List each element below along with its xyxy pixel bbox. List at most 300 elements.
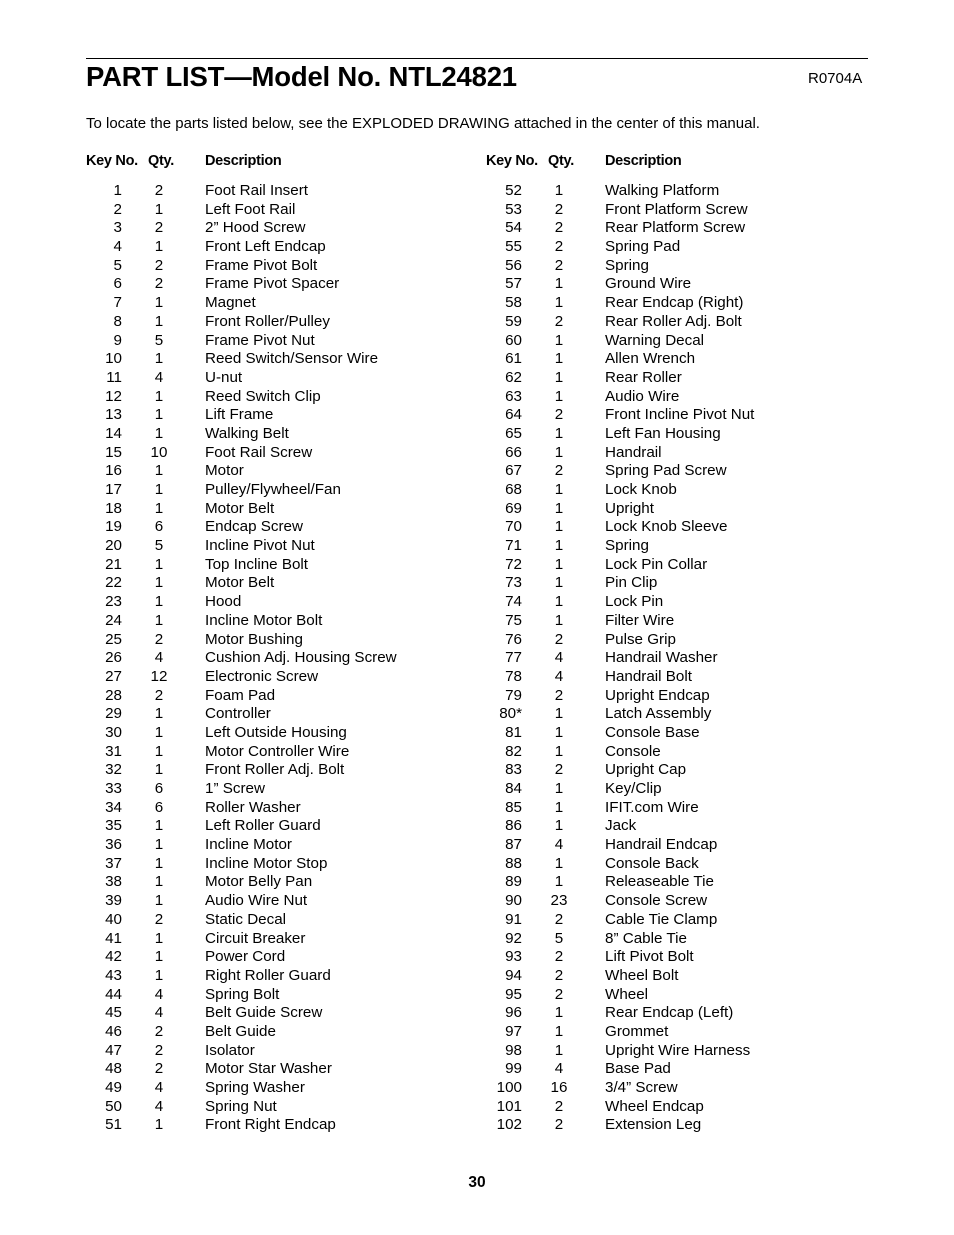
key-no-cell: 67 xyxy=(505,462,522,480)
key-no-cell: 95 xyxy=(505,985,522,1003)
table-row xyxy=(86,593,486,612)
qty-cell: 1 xyxy=(154,836,164,854)
table-row xyxy=(486,219,886,238)
description-cell: Top Incline Bolt xyxy=(205,555,308,573)
key-no-cell: 2 xyxy=(113,200,122,218)
description-cell: Belt Guide xyxy=(205,1022,276,1040)
description-cell: Spring Pad xyxy=(605,238,681,256)
key-no-cell: 94 xyxy=(505,966,522,984)
qty-cell: 1 xyxy=(154,611,164,629)
key-no-cell: 42 xyxy=(105,948,122,966)
description-cell: Walking Belt xyxy=(205,424,289,442)
key-no-cell: 50 xyxy=(105,1097,122,1115)
key-no-cell: 101 xyxy=(496,1097,522,1115)
table-row xyxy=(86,780,486,799)
qty-cell: 1 xyxy=(554,817,564,835)
qty-cell: 2 xyxy=(554,256,564,274)
description-cell: Latch Assembly xyxy=(605,705,712,723)
qty-cell: 2 xyxy=(554,630,564,648)
qty-cell: 1 xyxy=(554,723,564,741)
description-cell: Lift Frame xyxy=(205,406,274,424)
table-row xyxy=(486,649,886,668)
table-row xyxy=(86,350,486,369)
qty-cell: 2 xyxy=(554,200,564,218)
description-cell: Rear Endcap (Right) xyxy=(605,294,744,312)
description-cell: Motor Controller Wire xyxy=(205,742,350,760)
table-row xyxy=(486,873,886,892)
description-header: Description xyxy=(605,153,682,169)
qty-cell: 6 xyxy=(154,798,164,816)
key-no-cell: 53 xyxy=(505,200,522,218)
description-cell: Spring Washer xyxy=(205,1079,305,1096)
qty-cell: 2 xyxy=(154,256,164,274)
key-no-cell: 55 xyxy=(505,238,522,256)
key-no-cell: 64 xyxy=(505,406,522,424)
qty-cell: 1 xyxy=(554,518,564,536)
table-row xyxy=(486,518,886,537)
description-cell: Pin Clip xyxy=(605,574,658,592)
description-cell: Handrail Endcap xyxy=(605,836,718,854)
qty-cell: 1 xyxy=(154,499,164,517)
table-row xyxy=(86,332,486,351)
description-cell: Foot Rail Insert xyxy=(205,182,308,199)
description-cell: 2” Hood Screw xyxy=(205,219,306,237)
description-cell: Power Cord xyxy=(205,948,286,966)
table-row xyxy=(486,275,886,294)
table-row xyxy=(486,668,886,687)
qty-cell: 5 xyxy=(154,537,164,555)
table-row xyxy=(486,761,886,780)
key-no-cell: 76 xyxy=(505,630,522,648)
qty-cell: 1 xyxy=(554,1022,564,1040)
key-no-cell: 24 xyxy=(105,611,122,629)
key-no-cell: 12 xyxy=(105,387,122,405)
table-row xyxy=(486,967,886,986)
table-row xyxy=(486,238,886,257)
key-no-cell: 10 xyxy=(105,350,122,368)
table-row xyxy=(486,612,886,631)
key-no-cell: 13 xyxy=(105,406,122,424)
description-cell: 8” Cable Tie xyxy=(605,929,687,947)
key-no-cell: 57 xyxy=(505,275,522,293)
key-no-cell: 62 xyxy=(505,368,522,386)
description-cell: Audio Wire Nut xyxy=(205,892,308,910)
description-cell: Motor xyxy=(205,462,244,480)
qty-cell: 2 xyxy=(554,686,564,704)
table-row xyxy=(486,986,886,1005)
table-row xyxy=(486,1098,886,1117)
description-cell: Console Back xyxy=(605,854,699,872)
qty-cell: 2 xyxy=(554,948,564,966)
table-row xyxy=(86,518,486,537)
table-row xyxy=(86,855,486,874)
qty-cell: 1 xyxy=(154,200,164,218)
description-cell: Upright xyxy=(605,499,654,517)
qty-cell: 2 xyxy=(554,406,564,424)
description-cell: 1” Screw xyxy=(205,780,265,797)
table-row xyxy=(486,1060,886,1079)
qty-cell: 6 xyxy=(154,780,164,797)
description-cell: U-nut xyxy=(205,368,243,386)
qty-cell: 1 xyxy=(554,182,564,199)
key-no-cell: 69 xyxy=(505,499,522,517)
qty-cell: 1 xyxy=(154,761,164,779)
description-cell: Circuit Breaker xyxy=(205,929,306,947)
key-no-cell: 23 xyxy=(105,593,122,611)
description-cell: Rear Endcap (Left) xyxy=(605,1004,734,1022)
table-row xyxy=(86,500,486,519)
qty-cell: 2 xyxy=(154,1022,164,1040)
description-cell: Belt Guide Screw xyxy=(205,1004,323,1022)
key-no-cell: 31 xyxy=(105,742,122,760)
qty-cell: 2 xyxy=(554,910,564,928)
qty-cell: 4 xyxy=(554,1060,564,1078)
description-cell: Front Platform Screw xyxy=(605,200,748,218)
table-row xyxy=(86,537,486,556)
qty-cell: 2 xyxy=(554,966,564,984)
intro-text: To locate the parts listed below, see the EXPLODED DRAWING attached in the center of this manual. xyxy=(86,115,760,132)
key-no-cell: 5 xyxy=(113,256,122,274)
qty-cell: 16 xyxy=(550,1079,568,1096)
qty-cell: 1 xyxy=(154,854,164,872)
description-cell: Controller xyxy=(205,705,271,723)
table-row xyxy=(86,369,486,388)
description-cell: Wheel Endcap xyxy=(605,1097,704,1115)
table-row xyxy=(486,182,886,201)
description-cell: Lock Knob Sleeve xyxy=(605,518,728,536)
table-row xyxy=(486,930,886,949)
table-row xyxy=(486,948,886,967)
qty-cell: 1 xyxy=(154,723,164,741)
key-no-cell: 91 xyxy=(505,910,522,928)
table-row xyxy=(86,930,486,949)
table-row xyxy=(486,406,886,425)
key-no-cell: 38 xyxy=(105,873,122,891)
qty-cell: 2 xyxy=(154,1041,164,1059)
table-row xyxy=(486,332,886,351)
key-no-cell: 20 xyxy=(105,537,122,555)
table-row xyxy=(486,593,886,612)
description-cell: Reed Switch Clip xyxy=(205,387,321,405)
qty-cell: 1 xyxy=(554,499,564,517)
key-no-cell: 61 xyxy=(505,350,522,368)
table-row xyxy=(86,388,486,407)
description-cell: Magnet xyxy=(205,294,256,312)
table-row xyxy=(86,892,486,911)
key-no-cell: 90 xyxy=(505,892,522,910)
key-no-cell: 70 xyxy=(505,518,522,536)
qty-cell: 1 xyxy=(154,817,164,835)
page-title: PART LIST—Model No. NTL24821 xyxy=(86,61,517,92)
key-no-cell: 80* xyxy=(499,705,522,723)
description-cell: Walking Platform xyxy=(605,182,720,199)
key-no-cell: 3 xyxy=(113,219,122,237)
key-no-cell: 45 xyxy=(105,1004,122,1022)
key-no-cell: 56 xyxy=(505,256,522,274)
key-no-cell: 92 xyxy=(505,929,522,947)
key-no-cell: 85 xyxy=(505,798,522,816)
qty-cell: 1 xyxy=(554,387,564,405)
qty-cell: 4 xyxy=(554,836,564,854)
description-cell: Reed Switch/Sensor Wire xyxy=(205,350,379,368)
qty-header: Qty. xyxy=(148,153,174,169)
key-no-cell: 49 xyxy=(105,1079,122,1096)
table-row xyxy=(86,444,486,463)
description-cell: Roller Washer xyxy=(205,798,301,816)
key-no-cell: 84 xyxy=(505,780,522,797)
key-no-cell: 96 xyxy=(505,1004,522,1022)
description-cell: Rear Roller Adj. Bolt xyxy=(605,312,742,330)
key-no-cell: 102 xyxy=(496,1116,522,1134)
key-no-cell: 60 xyxy=(505,331,522,349)
description-cell: Incline Pivot Nut xyxy=(205,537,315,555)
qty-cell: 1 xyxy=(154,424,164,442)
key-no-cell: 83 xyxy=(505,761,522,779)
table-row xyxy=(486,537,886,556)
key-no-cell: 21 xyxy=(105,555,122,573)
description-cell: Front Roller/Pulley xyxy=(205,312,330,330)
table-row xyxy=(86,275,486,294)
key-no-cell: 99 xyxy=(505,1060,522,1078)
description-cell: Incline Motor Stop xyxy=(205,854,328,872)
qty-cell: 2 xyxy=(154,686,164,704)
description-cell: Console Screw xyxy=(605,892,708,910)
key-no-cell: 68 xyxy=(505,481,522,498)
qty-cell: 2 xyxy=(154,1060,164,1078)
table-row xyxy=(86,1004,486,1023)
key-no-cell: 7 xyxy=(113,294,122,312)
description-cell: Allen Wrench xyxy=(605,350,696,368)
key-no-cell: 28 xyxy=(105,686,122,704)
qty-cell: 2 xyxy=(154,219,164,237)
table-row xyxy=(486,425,886,444)
key-no-cell: 15 xyxy=(105,443,122,461)
key-no-cell: 19 xyxy=(105,518,122,536)
description-cell: Incline Motor Bolt xyxy=(205,611,323,629)
description-cell: Filter Wire xyxy=(605,611,675,629)
key-no-cell: 25 xyxy=(105,630,122,648)
table-row xyxy=(486,892,886,911)
key-no-cell: 82 xyxy=(505,742,522,760)
qty-cell: 1 xyxy=(154,892,164,910)
table-row xyxy=(486,201,886,220)
qty-cell: 1 xyxy=(554,1004,564,1022)
description-cell: Extension Leg xyxy=(605,1116,702,1134)
qty-cell: 1 xyxy=(554,350,564,368)
qty-cell: 1 xyxy=(154,294,164,312)
table-row xyxy=(86,574,486,593)
description-cell: Lift Pivot Bolt xyxy=(605,948,694,966)
table-row xyxy=(86,631,486,650)
qty-cell: 2 xyxy=(154,630,164,648)
qty-cell: 1 xyxy=(554,368,564,386)
table-row xyxy=(86,294,486,313)
description-cell: Right Roller Guard xyxy=(205,966,331,984)
table-row xyxy=(86,238,486,257)
description-cell: Upright Cap xyxy=(605,761,687,779)
key-no-header: Key No. xyxy=(86,153,138,169)
qty-cell: 4 xyxy=(154,985,164,1003)
description-cell: Isolator xyxy=(205,1041,255,1059)
parts-table-left xyxy=(86,151,486,1135)
description-cell: Left Fan Housing xyxy=(605,424,721,442)
key-no-cell: 75 xyxy=(505,611,522,629)
key-no-cell: 65 xyxy=(505,424,522,442)
qty-cell: 6 xyxy=(154,518,164,536)
description-cell: Pulse Grip xyxy=(605,630,676,648)
qty-cell: 4 xyxy=(554,649,564,667)
table-row xyxy=(486,574,886,593)
description-cell: Front Left Endcap xyxy=(205,238,326,256)
table-row xyxy=(486,313,886,332)
table-row xyxy=(86,406,486,425)
description-cell: Foam Pad xyxy=(205,686,276,704)
qty-cell: 1 xyxy=(154,742,164,760)
table-row xyxy=(486,799,886,818)
key-no-cell: 93 xyxy=(505,948,522,966)
key-no-cell: 77 xyxy=(505,649,522,667)
key-no-cell: 47 xyxy=(105,1041,122,1059)
key-no-cell: 97 xyxy=(505,1022,522,1040)
qty-cell: 1 xyxy=(554,780,564,797)
table-row xyxy=(486,462,886,481)
qty-cell: 1 xyxy=(554,294,564,312)
description-cell: Releaseable Tie xyxy=(605,873,714,891)
key-no-cell: 27 xyxy=(105,667,122,685)
qty-cell: 1 xyxy=(154,705,164,723)
table-row xyxy=(486,1023,886,1042)
qty-cell: 1 xyxy=(154,350,164,368)
table-row xyxy=(486,687,886,706)
qty-cell: 1 xyxy=(154,387,164,405)
qty-cell: 1 xyxy=(154,406,164,424)
table-row xyxy=(86,743,486,762)
qty-cell: 4 xyxy=(154,368,164,386)
key-no-cell: 4 xyxy=(113,238,122,256)
description-cell: Wheel Bolt xyxy=(605,966,679,984)
table-row xyxy=(486,257,886,276)
description-cell: Ground Wire xyxy=(605,275,692,293)
table-row xyxy=(486,1116,886,1135)
table-row xyxy=(486,855,886,874)
table-row xyxy=(86,649,486,668)
table-row xyxy=(86,425,486,444)
qty-cell: 23 xyxy=(550,892,568,910)
table-row xyxy=(86,724,486,743)
key-no-cell: 72 xyxy=(505,555,522,573)
key-no-cell: 66 xyxy=(505,443,522,461)
description-cell: IFIT.com Wire xyxy=(605,798,699,816)
qty-cell: 2 xyxy=(554,462,564,480)
description-cell: Front Right Endcap xyxy=(205,1116,336,1134)
table-row xyxy=(486,1042,886,1061)
table-row xyxy=(86,481,486,500)
key-no-cell: 36 xyxy=(105,836,122,854)
table-row xyxy=(486,388,886,407)
table-row xyxy=(486,556,886,575)
table-row xyxy=(486,780,886,799)
qty-cell: 1 xyxy=(554,611,564,629)
table-row xyxy=(86,948,486,967)
description-cell: Key/Clip xyxy=(605,780,662,797)
key-no-cell: 52 xyxy=(505,182,522,199)
key-no-cell: 22 xyxy=(105,574,122,592)
table-row xyxy=(486,369,886,388)
table-row xyxy=(486,294,886,313)
key-no-cell: 41 xyxy=(105,929,122,947)
description-cell: 3/4” Screw xyxy=(605,1079,678,1096)
qty-cell: 1 xyxy=(154,574,164,592)
table-row xyxy=(486,481,886,500)
table-row xyxy=(86,668,486,687)
description-cell: Front Roller Adj. Bolt xyxy=(205,761,345,779)
key-no-cell: 1 xyxy=(113,182,122,199)
table-row xyxy=(86,182,486,201)
key-no-cell: 43 xyxy=(105,966,122,984)
table-header xyxy=(486,151,886,179)
qty-cell: 1 xyxy=(554,742,564,760)
qty-cell: 1 xyxy=(554,1041,564,1059)
key-no-cell: 58 xyxy=(505,294,522,312)
description-cell: Frame Pivot Bolt xyxy=(205,256,318,274)
qty-cell: 1 xyxy=(554,574,564,592)
key-no-cell: 6 xyxy=(113,275,122,293)
table-row xyxy=(486,836,886,855)
description-cell: Electronic Screw xyxy=(205,667,319,685)
qty-header: Qty. xyxy=(548,153,574,169)
qty-cell: 2 xyxy=(554,761,564,779)
table-header xyxy=(86,151,486,179)
table-row xyxy=(86,911,486,930)
key-no-cell: 89 xyxy=(505,873,522,891)
table-row xyxy=(486,1004,886,1023)
key-no-cell: 81 xyxy=(505,723,522,741)
description-cell: Wheel xyxy=(605,985,649,1003)
table-row xyxy=(486,724,886,743)
parts-table-right xyxy=(486,151,886,1135)
description-cell: Spring Pad Screw xyxy=(605,462,727,480)
description-cell: Static Decal xyxy=(205,910,287,928)
description-cell: Frame Pivot Spacer xyxy=(205,275,340,293)
qty-cell: 1 xyxy=(554,275,564,293)
table-row xyxy=(86,836,486,855)
description-cell: Console xyxy=(605,742,661,760)
description-cell: Spring Bolt xyxy=(205,985,280,1003)
description-cell: Upright Wire Harness xyxy=(605,1041,751,1059)
description-cell: Hood xyxy=(205,593,242,611)
table-row xyxy=(86,986,486,1005)
description-cell: Handrail xyxy=(605,443,662,461)
description-cell: Spring xyxy=(605,537,649,555)
table-row xyxy=(486,817,886,836)
description-cell: Front Incline Pivot Nut xyxy=(605,406,755,424)
key-no-cell: 100 xyxy=(496,1079,522,1096)
qty-cell: 1 xyxy=(154,966,164,984)
key-no-cell: 48 xyxy=(105,1060,122,1078)
description-header: Description xyxy=(205,153,282,169)
key-no-cell: 18 xyxy=(105,499,122,517)
table-row xyxy=(486,631,886,650)
key-no-cell: 32 xyxy=(105,761,122,779)
description-cell: Lock Pin xyxy=(605,593,664,611)
table-row xyxy=(86,1042,486,1061)
table-row xyxy=(486,743,886,762)
description-cell: Motor Belt xyxy=(205,499,275,517)
description-cell: Rear Platform Screw xyxy=(605,219,746,237)
key-no-cell: 63 xyxy=(505,387,522,405)
top-rule xyxy=(86,58,868,59)
parts-rows-left xyxy=(86,182,486,1135)
